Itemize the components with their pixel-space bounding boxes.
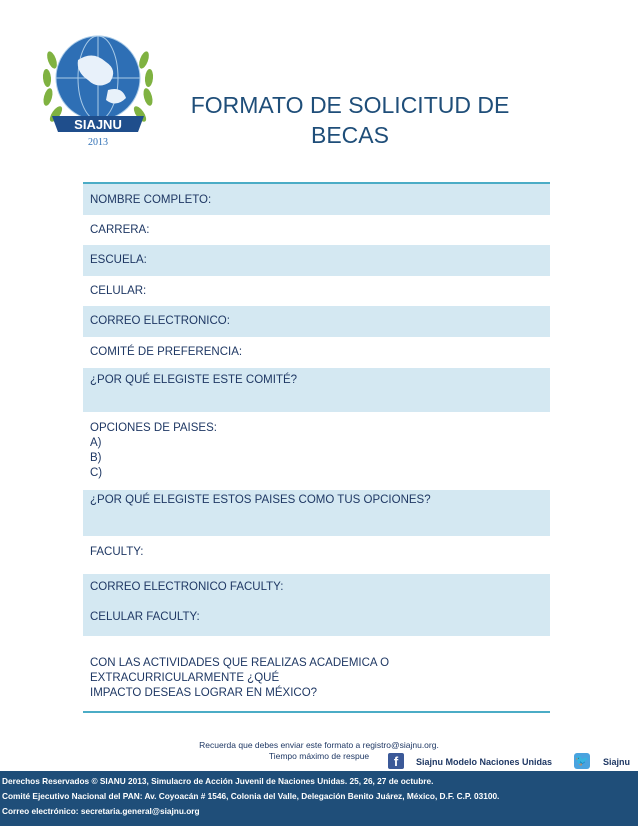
application-form xyxy=(83,182,550,713)
field-label-line2: IMPACTO DESEAS LOGRAR EN MÉXICO? xyxy=(90,687,318,699)
field-label-line1: CON LAS ACTIVIDADES QUE REALIZAS ACADEMICA O EXTRACURRICULARMENTE ¿QUÉ xyxy=(90,657,390,684)
logo-year: 2013 xyxy=(88,137,108,148)
field-por-que-paises[interactable] xyxy=(83,490,550,536)
logo-text: SIAJNU xyxy=(74,117,122,132)
option-b: B) xyxy=(90,452,102,464)
siajnu-logo xyxy=(38,20,158,160)
facebook-icon[interactable]: f xyxy=(388,753,404,769)
field-actividades[interactable] xyxy=(83,636,550,711)
field-label: OPCIONES DE PAISES: xyxy=(90,422,217,434)
field-label: NOMBRE COMPLETO: xyxy=(90,194,212,206)
submission-note-line2: Tiempo máximo de respue xyxy=(268,751,370,761)
field-opciones-paises[interactable] xyxy=(83,412,550,490)
field-label: FACULTY: xyxy=(90,546,144,558)
footer-bar xyxy=(0,771,638,826)
field-correo[interactable] xyxy=(83,306,550,337)
field-comite[interactable] xyxy=(83,337,550,368)
option-c: C) xyxy=(90,467,103,479)
submission-note-line1: Recuerda que debes enviar este formato a registro@siajnu.org. xyxy=(199,740,439,750)
page-title-line1: FORMATO DE SOLICITUD DE xyxy=(190,92,510,118)
field-label-celular-faculty: CELULAR FACULTY: xyxy=(90,611,200,623)
field-label: CELULAR: xyxy=(90,285,147,297)
option-a: A) xyxy=(90,437,102,449)
field-label: ¿POR QUÉ ELEGISTE ESTOS PAISES COMO TUS OPCIONES? xyxy=(90,494,431,506)
footer-email: Correo electrónico: secretaria.general@siajnu.org xyxy=(2,806,200,816)
footer-copyright: Derechos Reservados © SIANU 2013, Simulacro de Acción Juvenil de Naciones Unidas. 25, 26, 27 de octubre. xyxy=(2,776,434,786)
field-faculty[interactable] xyxy=(83,536,550,574)
field-label: ¿POR QUÉ ELEGISTE ESTE COMITÉ? xyxy=(90,374,298,386)
field-label: CARRERA: xyxy=(90,224,150,236)
field-label: ESCUELA: xyxy=(90,254,147,266)
field-label: COMITÉ DE PREFERENCIA: xyxy=(90,346,243,358)
page-title-line2: BECAS xyxy=(311,122,389,148)
facebook-link[interactable]: Siajnu Modelo Naciones Unidas xyxy=(416,757,553,767)
field-escuela[interactable] xyxy=(83,245,550,276)
field-celular[interactable] xyxy=(83,276,550,306)
field-faculty-contact[interactable] xyxy=(83,574,550,636)
field-carrera[interactable] xyxy=(83,215,550,245)
footer-address: Comité Ejecutivo Nacional del PAN: Av. Coyoacán # 1546, Colonia del Valle, Delegación Benito Juárez, México, D.F. C.P. 03100. xyxy=(2,791,500,801)
twitter-icon[interactable]: 🐦 xyxy=(575,755,589,767)
field-nombre[interactable] xyxy=(83,184,550,215)
field-por-que-comite[interactable] xyxy=(83,368,550,412)
field-label-correo-faculty: CORREO ELECTRONICO FACULTY: xyxy=(90,581,284,593)
twitter-link[interactable]: Siajnu xyxy=(603,757,631,767)
page-title xyxy=(150,90,550,150)
field-label: CORREO ELECTRONICO: xyxy=(90,315,230,327)
